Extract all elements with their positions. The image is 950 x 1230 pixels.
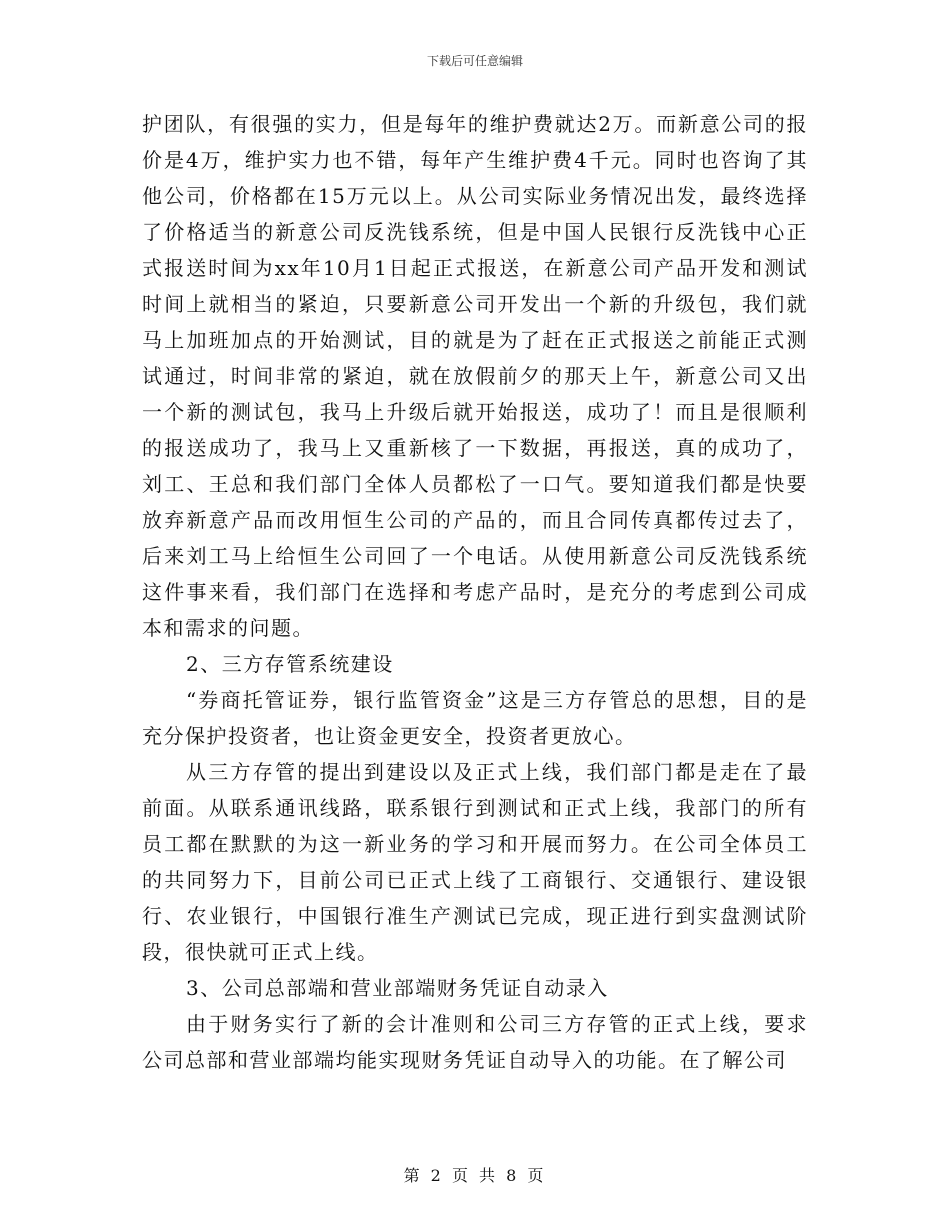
paragraph-voucher-import: 由于财务实行了新的会计准则和公司三方存管的正式上线，要求公司总部和营业部端均能实现财务凭证自动导入的功能。在了解公司 — [142, 1012, 808, 1072]
page-header: 下载后可任意编辑 — [426, 54, 523, 68]
section-heading-2: 2、三方存管系统建设 — [186, 652, 394, 676]
paragraph-custody-progress: 从三方存管的提出到建设以及正式上线，我们部门都是走在了最前面。从联系通讯线路，联系银行到测试和正式上线，我部门的所有员工都在默默的为这一新业务的学习和开展而努力。在公司全体员工的共同努力下，目前公司已正式上线了工商银行、交通银行、建设银行、农业银行，中国银行准生产测试已完成，现正进行到实盘测试阶段，很快就可正式上线。 — [142, 760, 808, 964]
page-footer: 第 2 页 共 8 页 — [403, 1166, 547, 1185]
paragraph-custody-idea: “券商托管证券，银行监管资金”这是三方存管总的思想，目的是充分保护投资者，也让资金更安全，投资者更放心。 — [142, 688, 808, 748]
section-heading-3: 3、公司总部端和营业部端财务凭证自动录入 — [186, 976, 609, 1000]
paragraph-continued: 护团队，有很强的实力，但是每年的维护费就达2万。而新意公司的报价是4万，维护实力也不错，每年产生维护费4千元。同时也咨询了其他公司，价格都在15万元以上。从公司实际业务情况出发，最终选择了价格适当的新意公司反洗钱系统，但是中国人民银行反洗钱中心正式报送时间为xx年10月1日起正式报送，在新意公司产品开发和测试时间上就相当的紧迫，只要新意公司开发出一个新的升级包，我们就马上加班加点的开始测试，目的就是为了赶在正式报送之前能正式测试通过，时间非常的紧迫，就在放假前夕的那天上午，新意公司又出一个新的测试包，我马上升级后就开始报送，成功了！而且是很顺利的报送成功了，我马上又重新核了一下数据，再报送，真的成功了，刘工、王总和我们部门全体人员都松了一口气。要知道我们都是快要放弃新意产品而改用恒生公司的产品的，而且合同传真都传过去了，后来刘工马上给恒生公司回了一个电话。从使用新意公司反洗钱系统这件事来看，我们部门在选择和考虑产品时，是充分的考虑到公司成本和需求的问题。 — [142, 112, 808, 640]
document-body — [142, 106, 808, 1078]
